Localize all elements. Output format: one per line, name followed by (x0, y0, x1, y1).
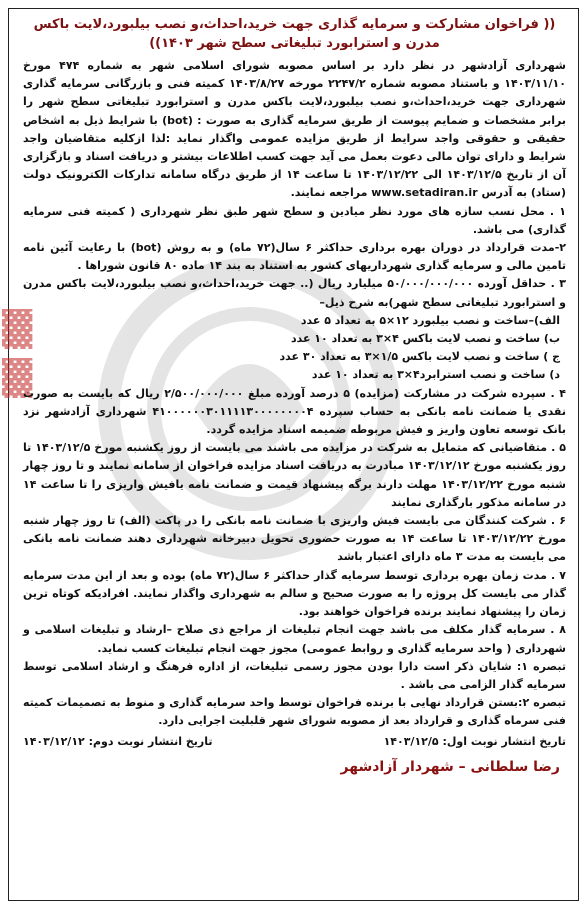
intro-paragraph (23, 57, 566, 203)
sub-item-b: ب) ساخت و نصب لایت باکس ۴×۳ به تعداد ۱۰ عدد (290, 332, 560, 346)
date-second-publication: تاریخ انتشار نوبت دوم: ۱۴۰۳/۱۲/۱۲ (23, 734, 213, 748)
note-2: تبصره ۲:بستن قرارداد نهایی با برنده فراخوان توسط واحد سرمایه گذاری و منوط به تصمیمات کمیته فنی سرماه گذاری و قرارداد بعد از مصوبه شورای شهر قلبلیت اجرایی دارد. (23, 696, 566, 728)
intro-text: شهرداری آزادشهر در نظر دارد بر اساس مصوبه شورای اسلامی شهر به شماره ۴۷۴ مورخ ۱۴۰۳/۱۱/۱۰ و باستناد مصوبه شماره ۲۲۴۷/۲ مورخه ۱۴۰۳/۸/۲۷ کمیته فنی و بازرگانی سرمایه گذاری شهرداری جهت خرید،احداث،و نصب بیلبورد،لایت باکس مدرن و استرابورد تبلیغاتی سطح شهر را برابر مشخصات و ضمایم پیوست از طریق سرمایه گذاری به صورت : (bot) با شرایط ذیل به اشخاص حقیقی و حقوقی واجد سرایط از طریق مزایده عمومی واگذار نماید :لذا ازکلیه متقاضیان واجد شرایط و دارای توان مالی دعوت بعمل می آید جهت کسب اطلاعات بیشتر و دریافت اسناد و بازگزاری آن از تاریخ ۱۴۰۳/۱۲/۵ الی ۱۴۰۳/۱۲/۲۲ تا ساعت ۱۴ از طریق درگاه سامانه تدارکات الکترونیک دولت (ستاد) به آدرس (23, 59, 567, 200)
sub-item-d: د) ساخت و نصب استرابرد۴×۳ به تعداد ۱۰ عدد (311, 368, 560, 382)
intro-end-text: مراجعه نمایند. (290, 186, 368, 200)
condition-item-1: ۱ . محل نسب سازه های مورد نظر میادین و سطح شهر طبق نظر شهرداری ( کمیته فنی سرمایه گذاری) می باشد. (23, 204, 566, 236)
sub-item-c: ج ) ساخت و نصب لایت باکس ۱/۵×۳ به تعداد ۳۰ عدد (279, 350, 560, 364)
note-1: تبصره ۱: شایان ذکر است دارا بودن مجوز رسمی تبلیغات، از اداره فرهنگ و ارشاد اسلامی توسط سرمایه گذار الزامی می باشد . (23, 659, 566, 691)
setad-url-link[interactable]: www.setadiran.ir (371, 186, 478, 200)
condition-item-4: ۴ . سپرده شرکت در مشارکت (مزایده) ۵ درصد آورده مبلغ ۲/۵۰۰/۰۰۰/۰۰۰ ریال که بایست به صورت نقدی یا ضمانت نامه بانکی به حساب سپرده ۴۱۰۰۰۰۰۰۳۰۱۱۱۱۳۰۰۰۰۰۰۰۰۴ شهرداری آزادشهر نزد بانک توسعه تعاون واریز و فیش مربوطه ضمیمه اسناد مزایده گردد. (23, 386, 566, 437)
date-first-publication: تاریخ انتشار نوبت اول: ۱۴۰۳/۱۲/۵ (383, 734, 566, 748)
conditions-list (23, 203, 566, 731)
condition-item-5: ۵ . متقاضیانی که متمایل به شرکت در مزایده می باشند می بایست از روز یکشنبه مورخ ۱۴۰۳/۱۲/۵ تا روز یکشنبه مورخ ۱۴۰۳/۱۲/۱۲ مبادرت به دریافت اسناد مزایده فراخوان از سامانه نمایند و تا روز چهار شنبه مورخ ۱۴۰۳/۱۲/۲۲ مهلت دارند برگه پیشنهاد قیمت و ضمانت نامه یافیش واریزی را تا ساعت ۱۴ در سامانه مذکور بارگذاری نمایند (23, 441, 566, 509)
condition-item-7: ۷ . مدت زمان بهره برداری توسط سرمایه گذار حداکثر ۶ سال(۷۲ ماه) بوده و بعد از این مدت سرمایه گذار می بایست کل پروژه را به صورت صحیح و سالم به شهرداری واگذار نمایند. افرادیکه کوتاه ترین زمان را پیشنهاد نمایند برنده فراخوان خواهند بود. (23, 568, 566, 619)
mayor-signature: رضا سلطانی – شهردار آزادشهر (340, 758, 560, 775)
condition-item-3: ۳ . حداقل آورده ۵۰/۰۰۰/۰۰۰/۰۰۰ میلیارد ریال (.. جهت خرید،احداث،و نصب بیلبورد،لایت باکس مدرن و استرابورد تبلیغاتی سطح شهر)به شرح ذیل– (23, 277, 566, 309)
condition-item-6: ۶ . شرکت کنندگان می بایست فیش واریزی با ضمانت نامه بانکی را در پاکت (الف) تا روز چهار شنبه مورخ ۱۴۰۳/۱۲/۲۲ تا ساعت ۱۴ به صورت حضوری تحویل دبیرخانه شهرداری دهند ضمانت نامه بانکی می بایست به مدت ۳ ماه دارای اعتبار باشد (23, 514, 567, 564)
condition-item-2: ۲-مدت قرارداد در دوران بهره برداری حداکثر ۶ سال(۷۲ ماه) و به روش (bot) با رعایت آئین نامه تامین مالی و سرمایه گذاری شهرداریهای کشور به استناد به بند ۱۴ ماده ۸۰ قانون شوراها . (23, 241, 566, 273)
notice-page (3, 8, 579, 901)
watermark-side-text: ▓▓ ▓▓ (3, 309, 33, 399)
publication-dates (23, 733, 566, 751)
sub-item-a: الف)–ساخت و نصب بیلبورد ۱۲×۵ به تعداد ۵ عدد (300, 313, 560, 327)
notice-content (9, 9, 578, 781)
condition-item-8: ۸ . سرمایه گذار مکلف می باشد جهت انجام تبلیغات از مراجع ذی صلاح –ارشاد و تبلیغات اسلامی و شهرداری ( واحد سرمایه گذاری و روابط عمومی) مجوز جهت انجام تبلیغات کسب نماید. (23, 623, 566, 655)
notice-title: (( فراخوان مشارکت و سرمایه گذاری جهت خرید،احداث،و نصب بیلبورد،لایت باکس مدرن و استرابورد تبلیغاتی سطح شهر ۱۴۰۳)) (33, 17, 556, 51)
